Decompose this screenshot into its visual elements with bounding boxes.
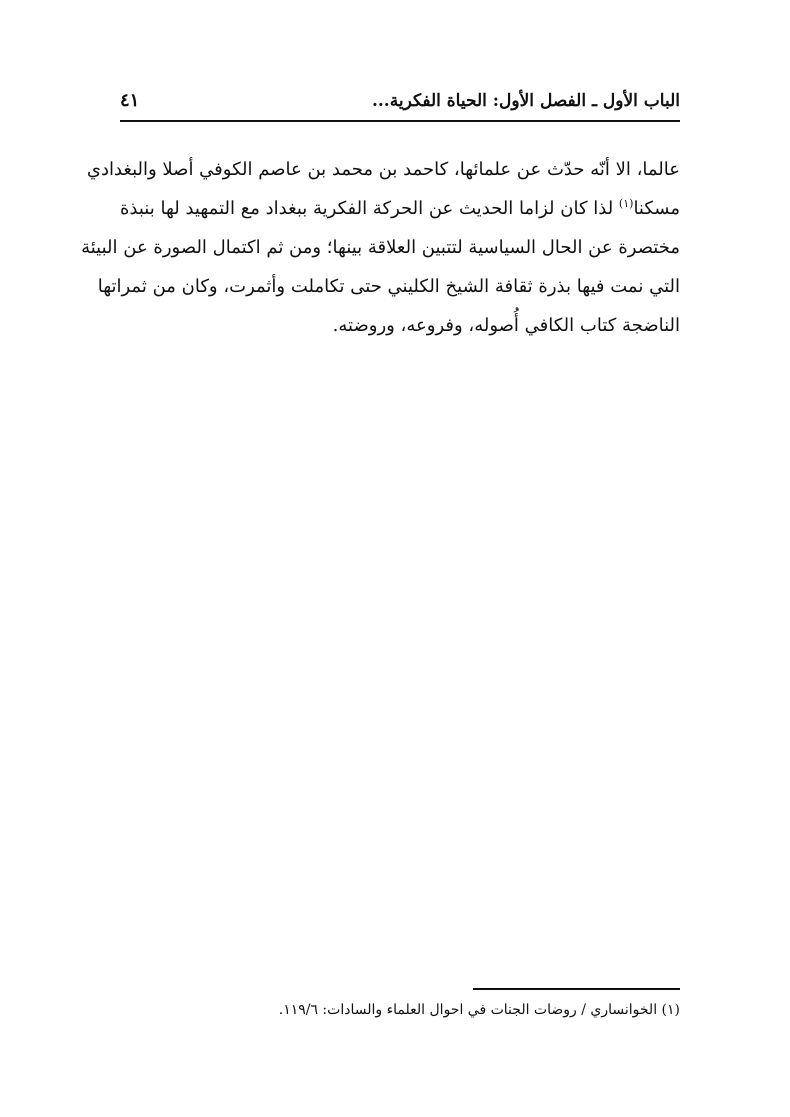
body-line-5: الناضجة كتاب الكافي أُصوله، وفروعه، وروضته. <box>332 315 680 336</box>
body-line-2-start: مسكنا <box>633 198 680 219</box>
body-line-2-rest: لذا كان لزاما الحديث عن الحركة الفكرية ببغداد مع التمهيد لها بنبذة <box>120 198 619 219</box>
body-line-3: مختصرة عن الحال السياسية لتتبين العلاقة بينها؛ ومن ثم اكتمال الصورة عن البيئة <box>81 237 680 258</box>
header-divider <box>120 120 680 122</box>
body-line-4: التي نمت فيها بذرة ثقافة الشيخ الكليني حتى تكاملت وأثمرت، وكان من ثمراتها <box>97 276 680 297</box>
running-title: الباب الأول ـ الفصل الأول: الحياة الفكرية... <box>371 91 680 111</box>
footnote-divider <box>473 988 680 990</box>
footnote-reference[interactable]: (١) <box>618 197 634 210</box>
body-line-1: عالما، الا أنّه حدّث عن علمائها، كاحمد بن محمد بن عاصم الكوفي أصلا والبغدادي <box>86 159 680 180</box>
footnote: (١) الخوانساري / روضات الجنات في احوال العلماء والسادات: ١١٩/٦. <box>278 1002 680 1018</box>
body-line-2 <box>120 189 680 228</box>
body-paragraph <box>81 150 680 345</box>
page-number: ٤١ <box>120 90 140 111</box>
page-header <box>120 88 680 122</box>
